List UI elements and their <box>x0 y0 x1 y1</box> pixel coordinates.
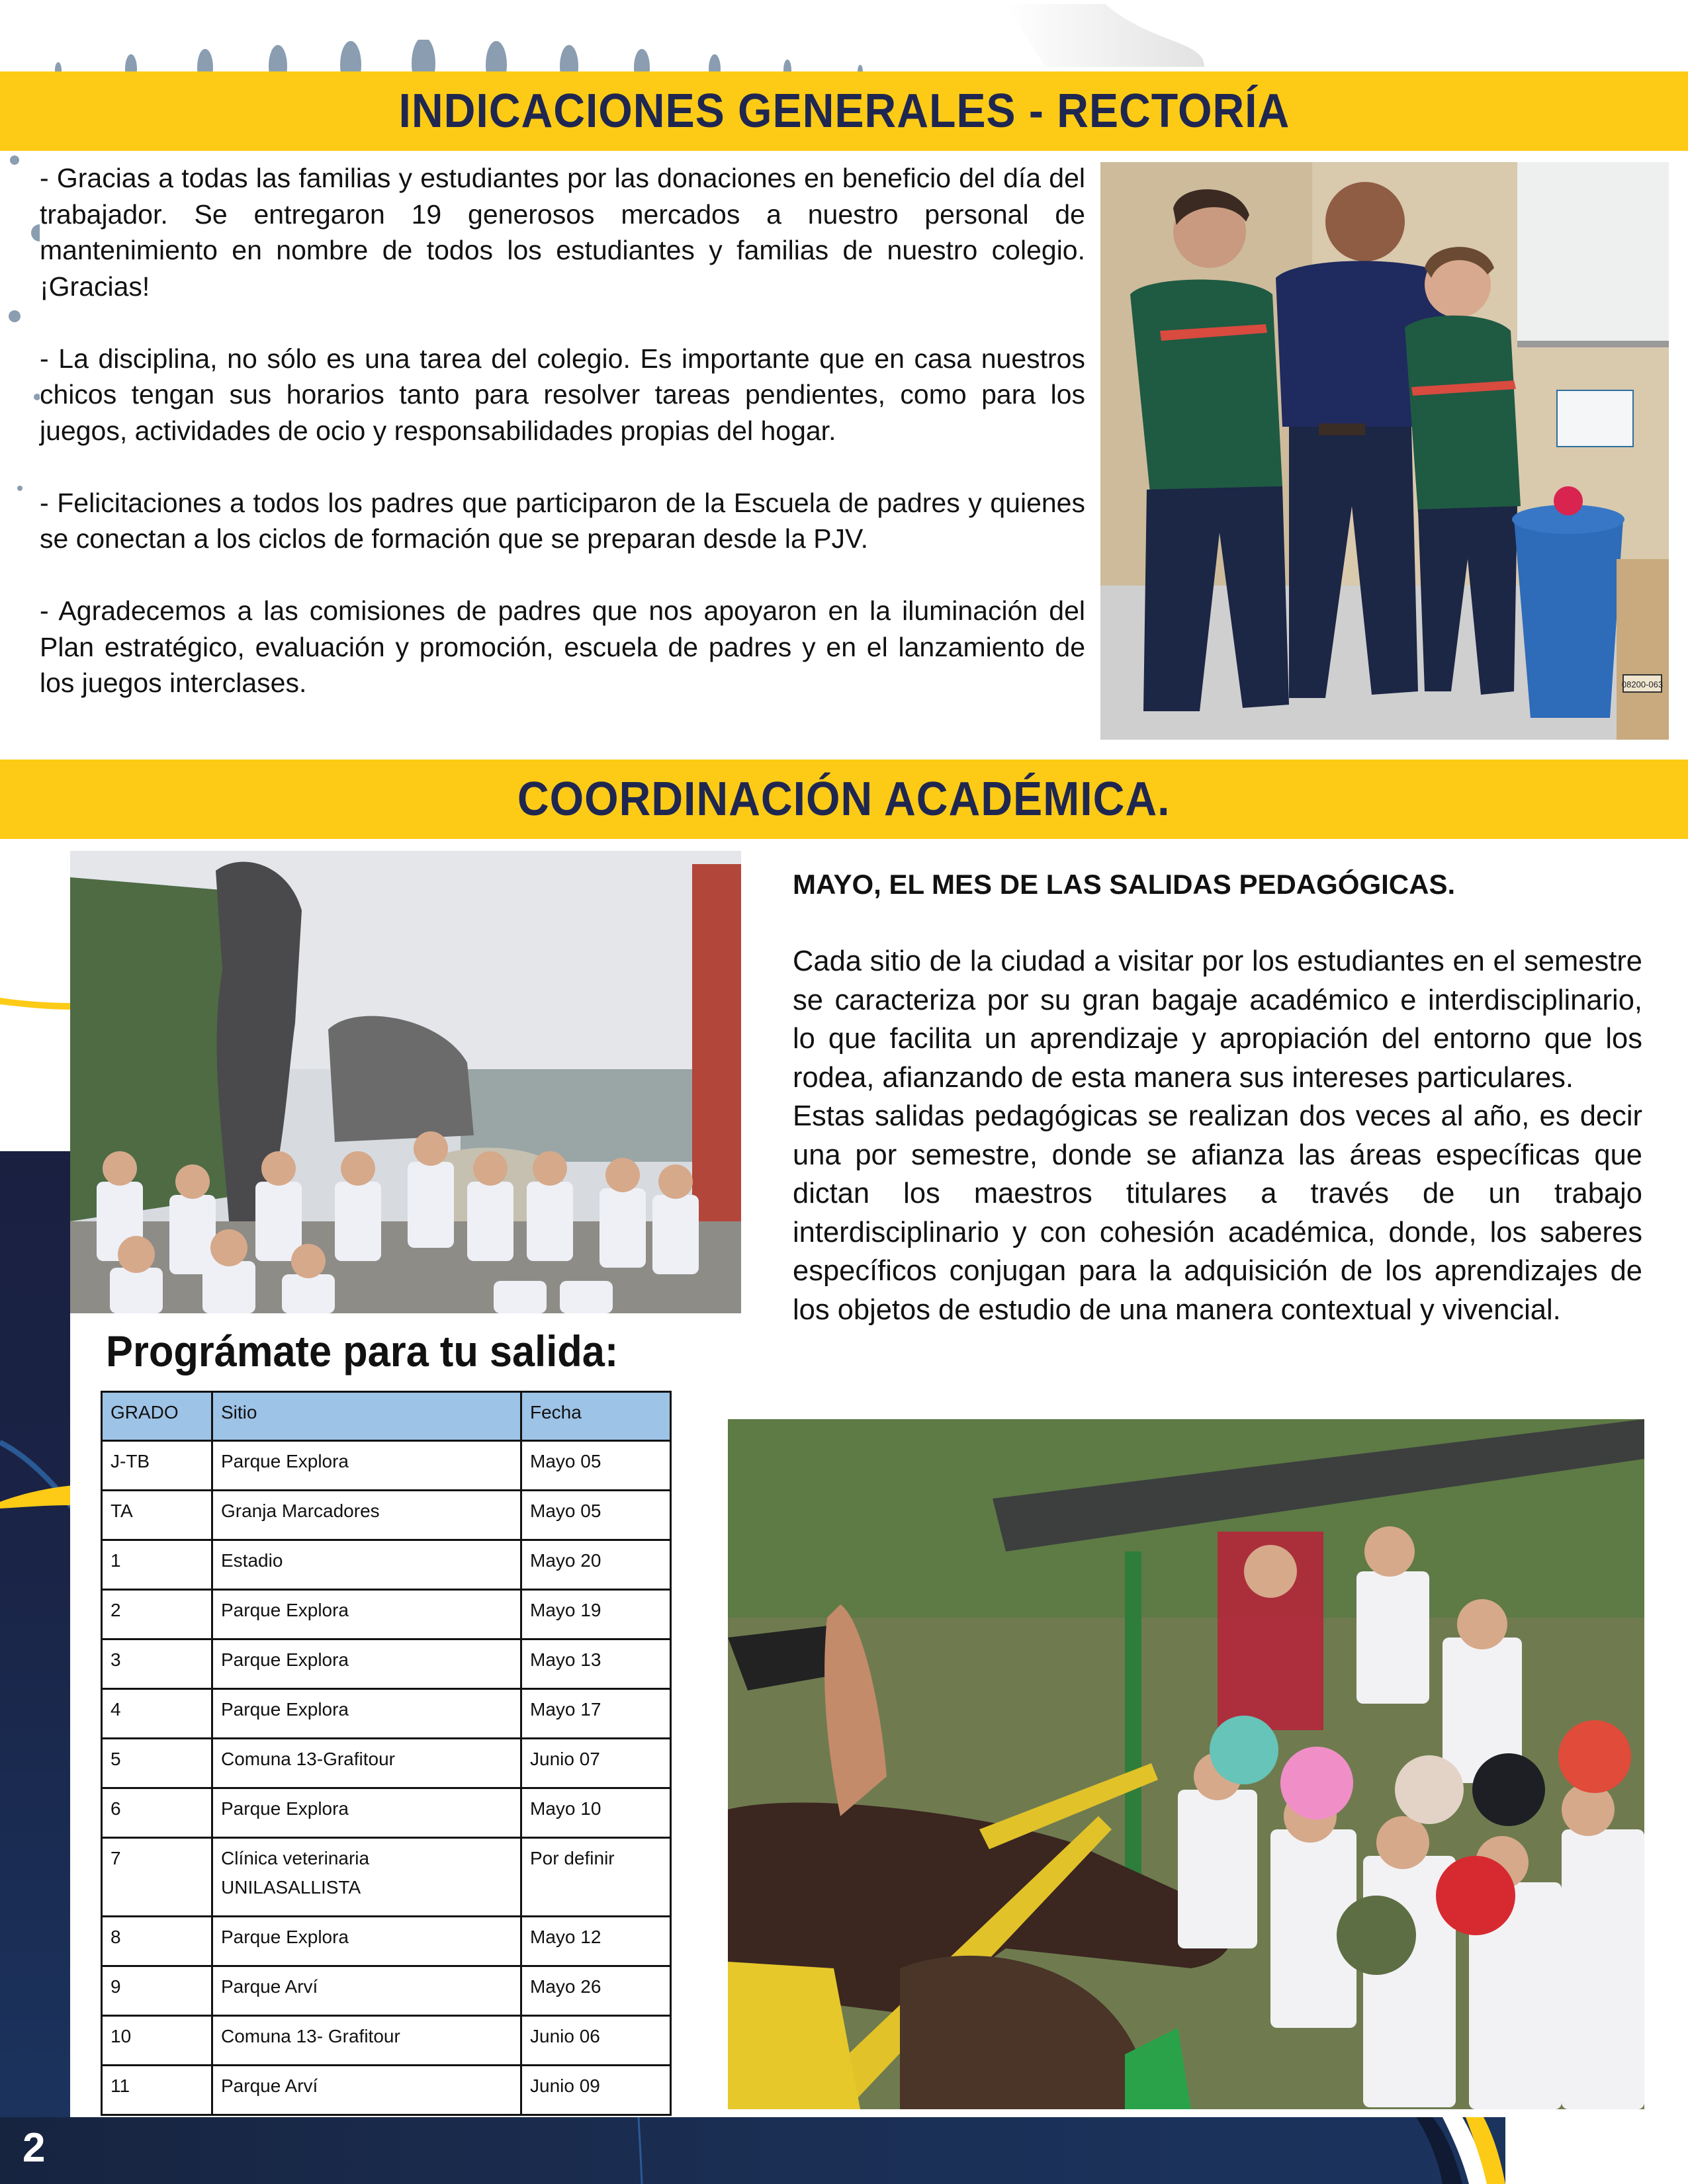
rectoria-paragraph: - Gracias a todas las familias y estudiantes por las donaciones en beneficio del día del trabajador. Se entregaron 19 generosos mercados a nuestro personal de mantenimiento en nombre de todos los estudiantes y familias de nuestro colegio. ¡Gracias! <box>40 163 1085 302</box>
decorative-dots <box>46 40 999 71</box>
cell-fecha: Mayo 10 <box>521 1788 671 1838</box>
cell-grado: TA <box>102 1491 212 1540</box>
photo-farm-cow-children <box>728 1419 1644 2109</box>
photo-staff-and-students <box>1100 162 1669 740</box>
section-title-coordinacion: COORDINACIÓN ACADÉMICA. <box>517 773 1171 826</box>
cell-grado: 10 <box>102 2016 212 2066</box>
cell-sitio: Estadio <box>212 1540 521 1590</box>
schedule-table <box>101 1391 672 2116</box>
table-header-row <box>102 1392 671 1441</box>
cell-grado: 1 <box>102 1540 212 1590</box>
table-row <box>102 1590 671 1639</box>
section-header-rectoria <box>0 71 1688 151</box>
section-title-rectoria: INDICACIONES GENERALES - RECTORÍA <box>398 85 1290 138</box>
column-header-grado: GRADO <box>102 1392 212 1441</box>
table-row <box>102 1639 671 1689</box>
cell-sitio: Comuna 13-Grafitour <box>212 1739 521 1788</box>
cell-fecha: Mayo 12 <box>521 1917 671 1966</box>
cell-sitio: Parque Explora <box>212 1689 521 1739</box>
cell-fecha: Por definir <box>521 1838 671 1917</box>
decorative-blue-arc <box>0 1389 73 1508</box>
cell-sitio: Parque Arví <box>212 1966 521 2016</box>
cell-fecha: Mayo 19 <box>521 1590 671 1639</box>
article-paragraph: Cada sitio de la ciudad a visitar por los estudiantes en el semestre se caracteriza por su gran bagaje académico e interdisciplinario, lo que facilita un aprendizaje y apropiación del entorno que los rodea, afianzando de esta manera sus intereses particulares. <box>793 945 1642 1094</box>
box-label: 08200-063 <box>1621 679 1664 689</box>
table-row <box>102 1689 671 1739</box>
cell-grado: 8 <box>102 1917 212 1966</box>
cell-sitio: Clínica veterinaria UNILASALLISTA <box>212 1838 521 1917</box>
page-number: 2 <box>22 2125 46 2171</box>
column-header-fecha: Fecha <box>521 1392 671 1441</box>
table-row <box>102 1838 671 1917</box>
column-header-sitio: Sitio <box>212 1392 521 1441</box>
decorative-gray-swoosh <box>1006 4 1297 67</box>
cell-grado: 9 <box>102 1966 212 2016</box>
cell-sitio: Parque Explora <box>212 1917 521 1966</box>
cell-sitio: Granja Marcadores <box>212 1491 521 1540</box>
rectoria-paragraph: - Agradecemos a las comisiones de padres que nos apoyaron en la iluminación del Plan estratégico, evaluación y promoción, escuela de padres y en el lanzamiento de los juegos interclases. <box>40 595 1085 698</box>
rectoria-paragraph: - Felicitaciones a todos los padres que participaron de la Escuela de padres y quienes se conectan a los ciclos de formación que se preparan desde la PJV. <box>40 487 1085 554</box>
cell-fecha: Junio 06 <box>521 2016 671 2066</box>
rectoria-paragraph: - La disciplina, no sólo es una tarea del colegio. Es importante que en casa nuestros chicos tengan sus horarios tanto para resolver tareas pendientes, como para los juegos, actividades de ocio y responsabilidades propias del hogar. <box>40 343 1085 446</box>
decorative-yellow-swoosh <box>0 992 73 1012</box>
schedule-table-body <box>102 1441 671 2115</box>
photo-dinosaur-park-icon <box>70 851 741 1313</box>
cell-grado: 5 <box>102 1739 212 1788</box>
academic-article <box>793 865 1642 1329</box>
table-row <box>102 1540 671 1590</box>
cell-grado: 7 <box>102 1838 212 1917</box>
cell-sitio: Comuna 13- Grafitour <box>212 2016 521 2066</box>
cell-grado: 11 <box>102 2066 212 2115</box>
table-row <box>102 2016 671 2066</box>
table-row <box>102 1966 671 2016</box>
cell-grado: 6 <box>102 1788 212 1838</box>
cell-fecha: Mayo 05 <box>521 1491 671 1540</box>
cell-fecha: Mayo 17 <box>521 1689 671 1739</box>
article-title: MAYO, EL MES DE LAS SALIDAS PEDAGÓGICAS. <box>793 869 1456 900</box>
cell-fecha: Junio 07 <box>521 1739 671 1788</box>
cell-sitio: Parque Explora <box>212 1590 521 1639</box>
table-row <box>102 1441 671 1491</box>
cell-grado: J-TB <box>102 1441 212 1491</box>
cell-sitio: Parque Explora <box>212 1788 521 1838</box>
table-row <box>102 1739 671 1788</box>
cell-fecha: Mayo 13 <box>521 1639 671 1689</box>
decorative-left-dots <box>0 152 40 496</box>
cell-sitio: Parque Explora <box>212 1639 521 1689</box>
cell-grado: 4 <box>102 1689 212 1739</box>
cell-sitio: Parque Arví <box>212 2066 521 2115</box>
cell-fecha: Mayo 26 <box>521 1966 671 2016</box>
cell-fecha: Mayo 05 <box>521 1441 671 1491</box>
rectoria-text-block <box>40 160 1085 701</box>
cell-fecha: Mayo 20 <box>521 1540 671 1590</box>
photo-farm-cow-icon <box>728 1419 1644 2109</box>
photo-staff-and-students-icon <box>1100 162 1669 740</box>
article-paragraph: Estas salidas pedagógicas se realizan dos veces al año, es decir una por semestre, donde se afianza las áreas específicas que dictan los maestros titulares a través de un trabajo interdisciplinario y con cohesión académica, donde, los saberes específicos conjugan para la adquisición de los aprendizajes de los objetos de estudio de una manera contextual y vivencial. <box>793 1100 1642 1326</box>
section-header-coordinacion <box>0 760 1688 839</box>
table-row <box>102 1917 671 1966</box>
table-row <box>102 1491 671 1540</box>
decorative-footer-line <box>635 2117 648 2184</box>
cell-grado: 3 <box>102 1639 212 1689</box>
schedule-title: Prográmate para tu salida: <box>106 1327 619 1376</box>
table-row <box>102 1788 671 1838</box>
cell-fecha: Junio 09 <box>521 2066 671 2115</box>
cell-sitio: Parque Explora <box>212 1441 521 1491</box>
photo-dinosaur-park-children <box>70 851 741 1313</box>
table-row <box>102 2066 671 2115</box>
cell-grado: 2 <box>102 1590 212 1639</box>
